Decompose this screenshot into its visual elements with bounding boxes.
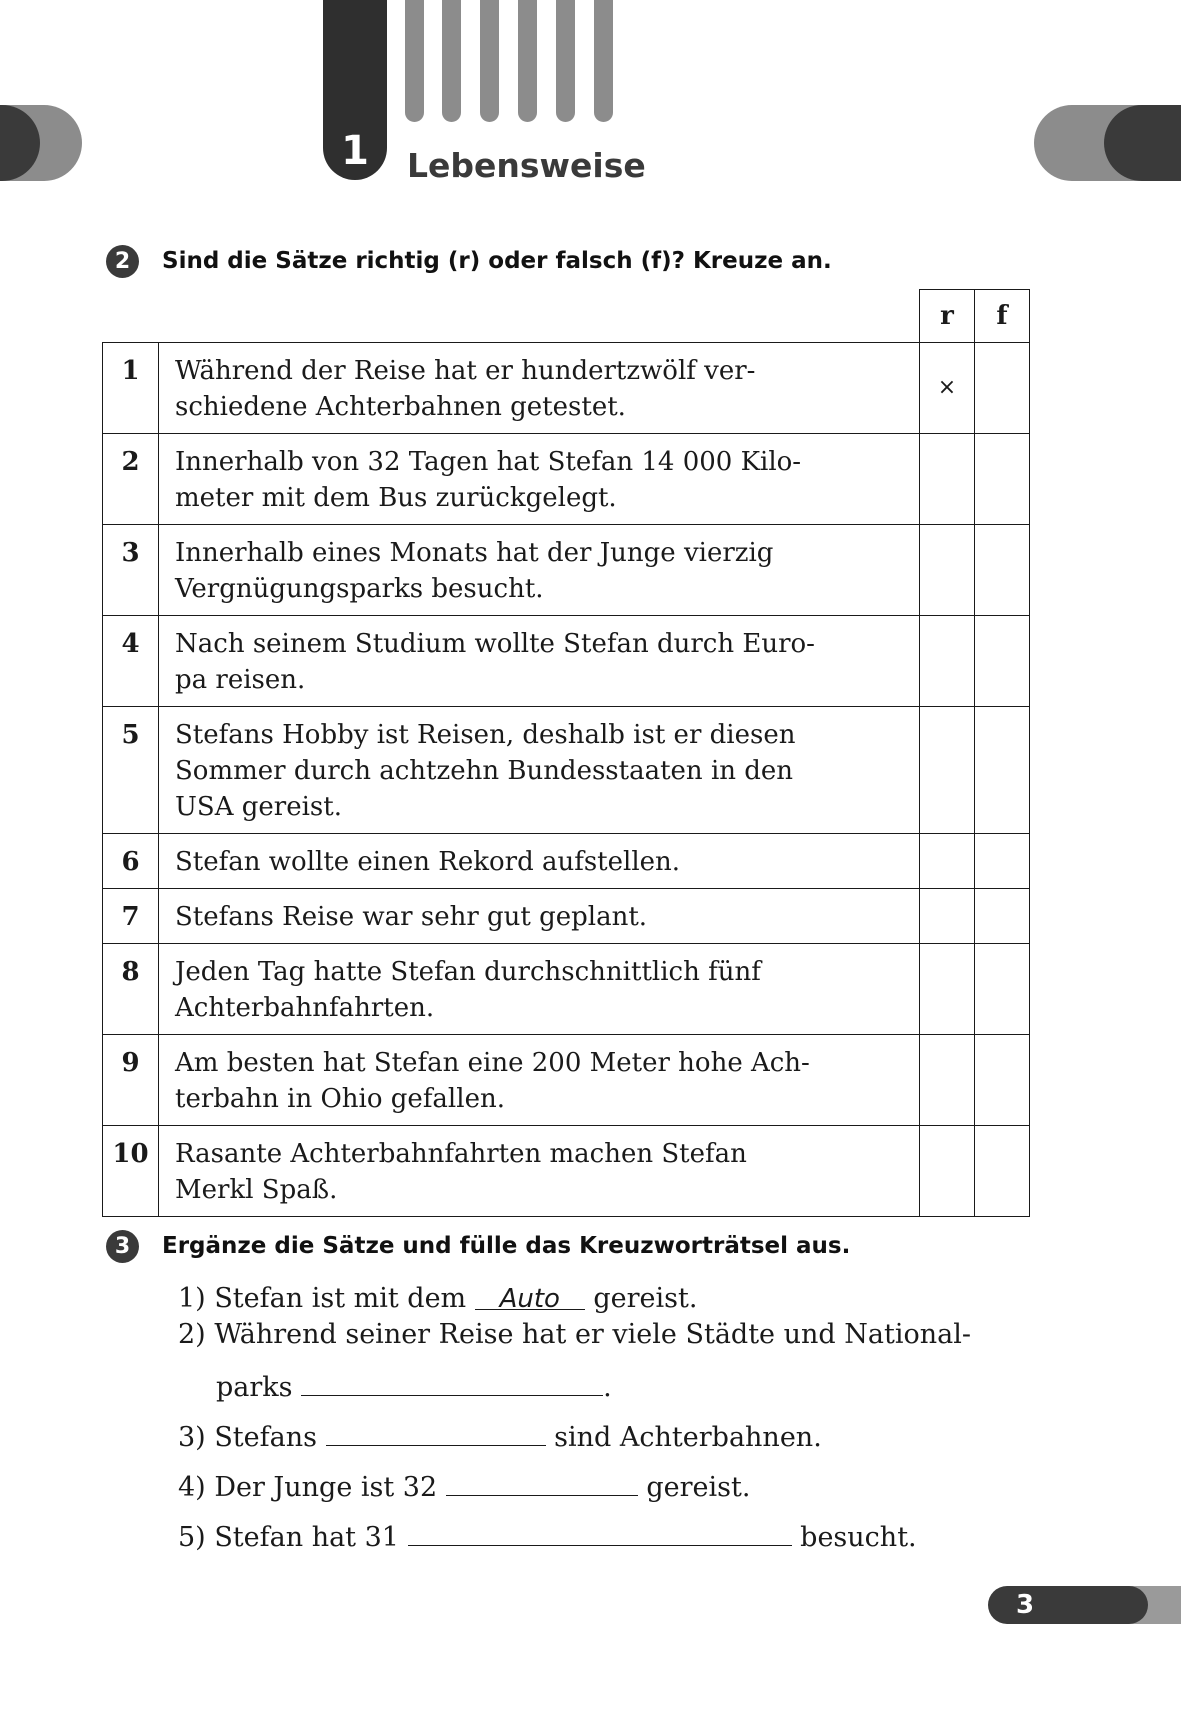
table-row — [103, 1126, 1030, 1217]
row-number: 10 — [103, 1126, 159, 1217]
exercise-3-badge: 3 — [106, 1230, 139, 1263]
statement-line: Vergnügungsparks besucht. — [175, 574, 544, 604]
sentence-1 — [178, 1281, 697, 1317]
chapter-number: 1 — [341, 128, 369, 174]
statement — [159, 889, 920, 944]
header-tab-right-dark — [1104, 105, 1181, 181]
checkbox-f[interactable] — [975, 616, 1030, 707]
chapter-title: Lebensweise — [407, 146, 646, 185]
sentence-3 — [178, 1417, 822, 1456]
sentence-number: 5) — [178, 1522, 206, 1553]
checkbox-f[interactable] — [975, 434, 1030, 525]
table-header-row — [103, 290, 1030, 343]
sentence-number: 2) — [178, 1319, 206, 1350]
sentence-text: sind Achterbahnen. — [554, 1422, 822, 1453]
sentence-number: 1) — [178, 1283, 206, 1314]
header-bar — [405, 0, 424, 122]
header-bar — [480, 0, 499, 122]
exercise-2-badge: 2 — [106, 245, 139, 278]
page-number: 3 — [1015, 1590, 1035, 1620]
statement-line: Stefans Reise war sehr gut geplant. — [175, 902, 648, 932]
statement — [159, 343, 920, 434]
checkbox-r[interactable] — [920, 707, 975, 834]
checkbox-f[interactable] — [975, 1126, 1030, 1217]
sentence-text: Stefans — [214, 1422, 317, 1453]
sentence-text: gereist. — [593, 1283, 698, 1314]
row-number: 8 — [103, 944, 159, 1035]
statement — [159, 616, 920, 707]
checkbox-f[interactable] — [975, 525, 1030, 616]
statement-line: Rasante Achterbahnfahrten machen Stefan — [175, 1139, 747, 1169]
sentence-number: 4) — [178, 1472, 206, 1503]
sentence-text: Stefan hat 31 — [214, 1522, 399, 1553]
checkbox-r[interactable] — [920, 1035, 975, 1126]
checkbox-r[interactable]: × — [920, 343, 975, 434]
handwritten-answer: Auto — [499, 1284, 560, 1314]
statement — [159, 525, 920, 616]
statement — [159, 1126, 920, 1217]
table-row — [103, 525, 1030, 616]
row-number: 9 — [103, 1035, 159, 1126]
sentence-text: . — [603, 1372, 612, 1403]
column-f-header: f — [975, 290, 1030, 343]
statement-line: Jeden Tag hatte Stefan durchschnittlich fünf — [175, 957, 761, 987]
answer-field-5[interactable] — [408, 1517, 792, 1546]
checkbox-r[interactable] — [920, 944, 975, 1035]
sentence-text: Der Junge ist 32 — [214, 1472, 438, 1503]
sentence-2 — [178, 1317, 971, 1353]
sentence-text: gereist. — [646, 1472, 751, 1503]
row-number: 1 — [103, 343, 159, 434]
exercise-3-instruction: Ergänze die Sätze und fülle das Kreuzworträtsel aus. — [162, 1233, 851, 1259]
table-row — [103, 434, 1030, 525]
answer-field-1[interactable] — [475, 1281, 585, 1314]
statement — [159, 707, 920, 834]
table-row — [103, 944, 1030, 1035]
statement-line: Merkl Spaß. — [175, 1175, 338, 1205]
row-number: 2 — [103, 434, 159, 525]
statement — [159, 1035, 920, 1126]
header-bar — [442, 0, 461, 122]
statement-line: terbahn in Ohio gefallen. — [175, 1084, 505, 1114]
answer-field-4[interactable] — [446, 1467, 638, 1496]
table-row — [103, 1035, 1030, 1126]
checkbox-r[interactable] — [920, 616, 975, 707]
table-row — [103, 889, 1030, 944]
checkbox-r[interactable] — [920, 525, 975, 616]
exercise-2-instruction: Sind die Sätze richtig (r) oder falsch (f)? Kreuze an. — [162, 248, 832, 274]
checkbox-f[interactable] — [975, 707, 1030, 834]
statement-line: Stefan wollte einen Rekord aufstellen. — [175, 847, 681, 877]
table-row — [103, 616, 1030, 707]
statement-line: Achterbahnfahrten. — [175, 993, 435, 1023]
statement — [159, 834, 920, 889]
table-row — [103, 834, 1030, 889]
header-bar — [518, 0, 537, 122]
row-number: 3 — [103, 525, 159, 616]
row-number: 6 — [103, 834, 159, 889]
sentence-number: 3) — [178, 1422, 206, 1453]
statement-line: USA gereist. — [175, 792, 342, 822]
header-bar — [594, 0, 613, 122]
checkbox-r[interactable] — [920, 889, 975, 944]
sentence-2-continued — [216, 1367, 612, 1406]
table-row — [103, 343, 1030, 434]
row-number: 5 — [103, 707, 159, 834]
sentence-text: besucht. — [800, 1522, 917, 1553]
sentence-text: Während seiner Reise hat er viele Städte und National- — [214, 1319, 971, 1350]
sentence-text: Stefan ist mit dem — [214, 1283, 467, 1314]
statement-line: Innerhalb eines Monats hat der Junge vierzig — [175, 538, 774, 568]
statement-line: Am besten hat Stefan eine 200 Meter hohe Ach- — [175, 1048, 810, 1078]
checkbox-f[interactable] — [975, 889, 1030, 944]
statement-line: Sommer durch achtzehn Bundesstaaten in den — [175, 756, 794, 786]
statement-line: Während der Reise hat er hundertzwölf ver- — [175, 356, 756, 386]
statement-line: Innerhalb von 32 Tagen hat Stefan 14 000 Kilo- — [175, 447, 802, 477]
true-false-table — [102, 289, 1030, 1217]
column-r-header: r — [920, 290, 975, 343]
checkbox-r[interactable] — [920, 434, 975, 525]
statement-line: Nach seinem Studium wollte Stefan durch Euro- — [175, 629, 815, 659]
statement — [159, 434, 920, 525]
checkbox-f[interactable] — [975, 1035, 1030, 1126]
row-number: 4 — [103, 616, 159, 707]
answer-field-3[interactable] — [326, 1417, 546, 1446]
checkbox-f[interactable] — [975, 944, 1030, 1035]
checkbox-f[interactable] — [975, 343, 1030, 434]
answer-field-2[interactable] — [301, 1367, 603, 1396]
sentence-text: parks — [216, 1372, 293, 1403]
sentence-5 — [178, 1517, 917, 1556]
checkbox-r[interactable] — [920, 834, 975, 889]
table-row — [103, 707, 1030, 834]
checkbox-f[interactable] — [975, 834, 1030, 889]
statement-line: meter mit dem Bus zurückgelegt. — [175, 483, 617, 513]
statement-line: Stefans Hobby ist Reisen, deshalb ist er diesen — [175, 720, 796, 750]
statement-line: schiedene Achterbahnen getestet. — [175, 392, 626, 422]
statement — [159, 944, 920, 1035]
row-number: 7 — [103, 889, 159, 944]
checkbox-r[interactable] — [920, 1126, 975, 1217]
sentence-4 — [178, 1467, 750, 1506]
statement-line: pa reisen. — [175, 665, 306, 695]
header-bar — [556, 0, 575, 122]
